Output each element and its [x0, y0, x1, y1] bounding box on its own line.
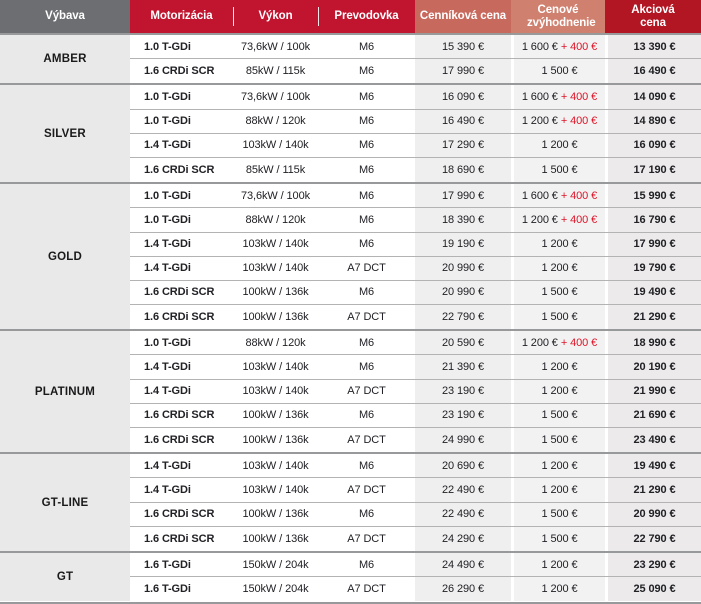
promo-price-cell: 23 490 € [605, 428, 701, 452]
engine-cell: 1.0 T-GDi [144, 90, 191, 103]
promo-price-cell: 18 990 € [605, 331, 701, 354]
list-price-cell: 22 790 € [415, 305, 511, 329]
discount-base-value: 1 200 € [541, 483, 578, 496]
gearbox-cell: M6 [358, 213, 375, 226]
discount-base-value: 1 500 € [541, 65, 578, 78]
table-header [0, 0, 701, 33]
power-cell: 103kW / 140k [242, 139, 309, 152]
discount-cell [511, 380, 605, 403]
power-cell: 100kW / 136k [242, 311, 309, 324]
discount-cell [511, 331, 605, 354]
power-cell: 103kW / 140k [242, 361, 309, 374]
power-cell: 85kW / 115k [245, 65, 306, 78]
discount-extra-value: + 400 € [560, 336, 598, 349]
list-price-cell: 23 190 € [415, 404, 511, 427]
discount-cell [511, 184, 605, 207]
discount-extra-value: + 400 € [560, 213, 598, 226]
list-price-cell: 24 290 € [415, 527, 511, 551]
trim-section [0, 551, 701, 601]
power-cell: 103kW / 140k [242, 385, 309, 398]
power-cell: 88kW / 120k [245, 115, 306, 128]
promo-price-cell: 13 390 € [605, 35, 701, 58]
engine-cell: 1.0 T-GDi [144, 213, 191, 226]
engine-cell: 1.0 T-GDi [144, 336, 191, 349]
discount-base-value: 1 500 € [541, 164, 578, 177]
list-price-cell: 24 490 € [415, 553, 511, 576]
gearbox-cell: M6 [358, 336, 375, 349]
promo-price-cell: 16 490 € [605, 59, 701, 83]
gearbox-cell: M6 [358, 558, 375, 571]
gearbox-cell: M6 [358, 459, 375, 472]
engine-cell: 1.4 T-GDi [144, 459, 191, 472]
engine-cell: 1.6 CRDi SCR [144, 311, 215, 324]
discount-cell [511, 110, 605, 133]
discount-base-value: 1 500 € [541, 532, 578, 545]
engine-cell: 1.4 T-GDi [144, 483, 191, 496]
power-cell: 103kW / 140k [242, 238, 309, 251]
trim-section [0, 329, 701, 452]
column-header-motorizacia [130, 0, 233, 33]
gearbox-cell: M6 [358, 508, 375, 521]
discount-base-value: 1 200 € [541, 238, 578, 251]
promo-price-cell: 23 290 € [605, 553, 701, 576]
discount-base-value: 1 200 € [521, 336, 558, 349]
list-price-cell: 16 090 € [415, 85, 511, 108]
section-rows [130, 184, 701, 329]
table-row [130, 184, 701, 208]
power-cell: 73,6kW / 100k [240, 189, 310, 202]
list-price-cell: 22 490 € [415, 503, 511, 526]
discount-base-value: 1 500 € [541, 286, 578, 299]
gearbox-cell: M6 [358, 409, 375, 422]
discount-base-value: 1 500 € [541, 434, 578, 447]
discount-cell [511, 208, 605, 231]
power-cell: 88kW / 120k [245, 213, 306, 226]
table-row [130, 158, 701, 182]
discount-cell [511, 404, 605, 427]
table-row [130, 281, 701, 305]
discount-extra-value: + 400 € [560, 40, 598, 53]
table-row [130, 233, 701, 257]
list-price-cell: 24 990 € [415, 428, 511, 452]
discount-cell [511, 527, 605, 551]
promo-price-cell: 17 990 € [605, 233, 701, 256]
table-row [130, 355, 701, 379]
discount-cell [511, 59, 605, 83]
column-header-label: Cenové zvýhodnenie [527, 3, 596, 29]
power-cell: 100kW / 136k [242, 286, 309, 299]
gearbox-cell: A7 DCT [347, 262, 386, 275]
discount-cell [511, 35, 605, 58]
power-cell: 150kW / 204k [242, 558, 309, 571]
promo-price-cell: 21 990 € [605, 380, 701, 403]
trim-label: AMBER [0, 35, 130, 83]
table-row [130, 527, 701, 551]
gearbox-cell: A7 DCT [347, 483, 386, 496]
power-cell: 100kW / 136k [242, 434, 309, 447]
promo-price-cell: 21 290 € [605, 305, 701, 329]
list-price-cell: 15 390 € [415, 35, 511, 58]
engine-cell: 1.4 T-GDi [144, 238, 191, 251]
list-price-cell: 18 690 € [415, 158, 511, 182]
engine-cell: 1.6 CRDi SCR [144, 409, 215, 422]
column-header-cenove-zvyhodnenie [511, 0, 605, 33]
section-rows [130, 85, 701, 182]
list-price-cell: 21 390 € [415, 355, 511, 378]
engine-cell: 1.6 T-GDi [144, 583, 191, 596]
gearbox-cell: A7 DCT [347, 311, 386, 324]
list-price-cell: 16 490 € [415, 110, 511, 133]
engine-cell: 1.0 T-GDi [144, 40, 191, 53]
discount-extra-value: + 400 € [560, 189, 598, 202]
discount-base-value: 1 600 € [521, 90, 558, 103]
discount-extra-value: + 400 € [560, 90, 598, 103]
column-header-label: Výkon [258, 10, 293, 23]
table-row [130, 577, 701, 601]
discount-cell [511, 257, 605, 280]
discount-base-value: 1 500 € [541, 508, 578, 521]
trim-label: PLATINUM [0, 331, 130, 452]
section-rows [130, 331, 701, 452]
gearbox-cell: M6 [358, 139, 375, 152]
discount-base-value: 1 600 € [521, 189, 558, 202]
promo-price-cell: 14 090 € [605, 85, 701, 108]
list-price-cell: 20 990 € [415, 281, 511, 304]
promo-price-cell: 21 690 € [605, 404, 701, 427]
promo-price-cell: 20 190 € [605, 355, 701, 378]
table-row [130, 134, 701, 158]
list-price-cell: 23 190 € [415, 380, 511, 403]
discount-cell [511, 233, 605, 256]
table-body [0, 33, 701, 601]
discount-base-value: 1 200 € [521, 115, 558, 128]
table-row [130, 35, 701, 59]
section-rows [130, 35, 701, 83]
table-row [130, 257, 701, 281]
promo-price-cell: 15 990 € [605, 184, 701, 207]
engine-cell: 1.6 CRDi SCR [144, 286, 215, 299]
trim-label: SILVER [0, 85, 130, 182]
engine-cell: 1.4 T-GDi [144, 361, 191, 374]
column-header-label: Motorizácia [150, 10, 213, 23]
column-header-label: Cenníková cena [419, 10, 507, 23]
promo-price-cell: 25 090 € [605, 577, 701, 601]
discount-cell [511, 553, 605, 576]
discount-base-value: 1 200 € [541, 361, 578, 374]
gearbox-cell: M6 [358, 189, 375, 202]
discount-cell [511, 305, 605, 329]
power-cell: 73,6kW / 100k [240, 90, 310, 103]
column-header-akciova-cena [605, 0, 701, 33]
engine-cell: 1.4 T-GDi [144, 139, 191, 152]
engine-cell: 1.4 T-GDi [144, 385, 191, 398]
promo-price-cell: 19 790 € [605, 257, 701, 280]
engine-cell: 1.6 CRDi SCR [144, 508, 215, 521]
list-price-cell: 20 690 € [415, 454, 511, 477]
discount-cell [511, 503, 605, 526]
gearbox-cell: M6 [358, 286, 375, 299]
list-price-cell: 17 290 € [415, 134, 511, 157]
list-price-cell: 22 490 € [415, 478, 511, 501]
table-row [130, 305, 701, 329]
section-rows [130, 454, 701, 551]
gearbox-cell: A7 DCT [347, 434, 386, 447]
discount-base-value: 1 200 € [541, 459, 578, 472]
engine-cell: 1.6 CRDi SCR [144, 532, 215, 545]
list-price-cell: 17 990 € [415, 59, 511, 83]
gearbox-cell: M6 [358, 238, 375, 251]
column-header-vybava [0, 0, 130, 33]
column-header-label: Akciová cena [631, 3, 675, 29]
promo-price-cell: 16 790 € [605, 208, 701, 231]
discount-base-value: 1 500 € [541, 409, 578, 422]
power-cell: 103kW / 140k [242, 483, 309, 496]
engine-cell: 1.6 CRDi SCR [144, 65, 215, 78]
column-header-label: Prevodovka [334, 10, 399, 23]
table-row [130, 85, 701, 109]
discount-base-value: 1 200 € [541, 583, 578, 596]
table-row [130, 331, 701, 355]
gearbox-cell: M6 [358, 40, 375, 53]
discount-cell [511, 158, 605, 182]
discount-base-value: 1 200 € [541, 262, 578, 275]
power-cell: 88kW / 120k [245, 336, 306, 349]
list-price-cell: 20 590 € [415, 331, 511, 354]
section-rows [130, 553, 701, 601]
promo-price-cell: 19 490 € [605, 454, 701, 477]
trim-label: GT [0, 553, 130, 601]
promo-price-cell: 17 190 € [605, 158, 701, 182]
gearbox-cell: M6 [358, 164, 375, 177]
table-row [130, 59, 701, 83]
engine-cell: 1.6 CRDi SCR [144, 164, 215, 177]
power-cell: 103kW / 140k [242, 262, 309, 275]
promo-price-cell: 22 790 € [605, 527, 701, 551]
column-header-vykon [233, 0, 318, 33]
engine-cell: 1.0 T-GDi [144, 115, 191, 128]
table-row [130, 478, 701, 502]
power-cell: 150kW / 204k [242, 583, 309, 596]
discount-cell [511, 577, 605, 601]
column-header-cennikova-cena [415, 0, 511, 33]
power-cell: 100kW / 136k [242, 532, 309, 545]
discount-cell [511, 85, 605, 108]
promo-price-cell: 21 290 € [605, 478, 701, 501]
discount-cell [511, 478, 605, 501]
column-header-prevodovka [318, 0, 415, 33]
list-price-cell: 17 990 € [415, 184, 511, 207]
table-row [130, 380, 701, 404]
engine-cell: 1.0 T-GDi [144, 189, 191, 202]
trim-section [0, 33, 701, 83]
discount-cell [511, 355, 605, 378]
discount-extra-value: + 400 € [560, 115, 598, 128]
discount-cell [511, 281, 605, 304]
gearbox-cell: A7 DCT [347, 385, 386, 398]
trim-label: GOLD [0, 184, 130, 329]
promo-price-cell: 14 890 € [605, 110, 701, 133]
list-price-cell: 20 990 € [415, 257, 511, 280]
discount-base-value: 1 200 € [541, 558, 578, 571]
discount-cell [511, 454, 605, 477]
gearbox-cell: A7 DCT [347, 583, 386, 596]
discount-base-value: 1 200 € [521, 213, 558, 226]
engine-cell: 1.6 CRDi SCR [144, 434, 215, 447]
gearbox-cell: M6 [358, 115, 375, 128]
promo-price-cell: 16 090 € [605, 134, 701, 157]
gearbox-cell: M6 [358, 65, 375, 78]
power-cell: 85kW / 115k [245, 164, 306, 177]
power-cell: 100kW / 136k [242, 508, 309, 521]
table-row [130, 428, 701, 452]
trim-section [0, 182, 701, 329]
power-cell: 73,6kW / 100k [240, 40, 310, 53]
table-row [130, 553, 701, 577]
table-row [130, 404, 701, 428]
discount-base-value: 1 200 € [541, 385, 578, 398]
power-cell: 100kW / 136k [242, 409, 309, 422]
gearbox-cell: A7 DCT [347, 532, 386, 545]
discount-cell [511, 428, 605, 452]
engine-cell: 1.4 T-GDi [144, 262, 191, 275]
gearbox-cell: M6 [358, 90, 375, 103]
promo-price-cell: 19 490 € [605, 281, 701, 304]
list-price-cell: 26 290 € [415, 577, 511, 601]
promo-price-cell: 20 990 € [605, 503, 701, 526]
gearbox-cell: M6 [358, 361, 375, 374]
discount-base-value: 1 500 € [541, 311, 578, 324]
trim-label: GT-LINE [0, 454, 130, 551]
list-price-cell: 19 190 € [415, 233, 511, 256]
list-price-cell: 18 390 € [415, 208, 511, 231]
power-cell: 103kW / 140k [242, 459, 309, 472]
discount-base-value: 1 600 € [521, 40, 558, 53]
table-row [130, 208, 701, 232]
discount-base-value: 1 200 € [541, 139, 578, 152]
table-row [130, 503, 701, 527]
table-row [130, 454, 701, 478]
column-header-label: Výbava [45, 10, 85, 23]
discount-cell [511, 134, 605, 157]
trim-section [0, 452, 701, 551]
trim-section [0, 83, 701, 182]
engine-cell: 1.6 T-GDi [144, 558, 191, 571]
table-row [130, 110, 701, 134]
